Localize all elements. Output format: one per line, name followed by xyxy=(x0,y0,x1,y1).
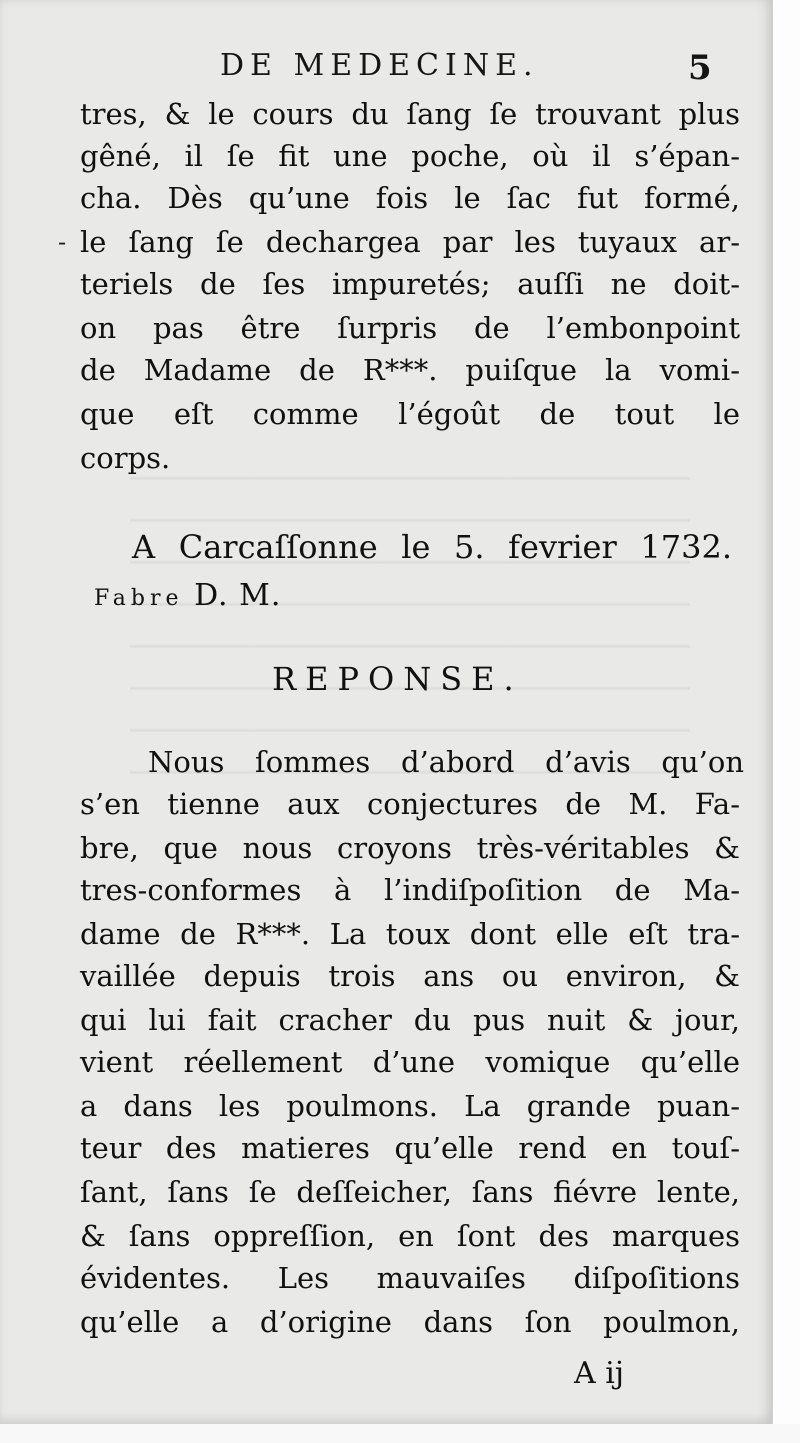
text-line: s’en tienne aux conjectures de M. Fa- xyxy=(80,787,740,821)
text-line: vient réellement d’une vomique qu’elle xyxy=(80,1045,740,1079)
text-line: cha. Dès qu’une fois le ſac fut formé, xyxy=(80,181,740,215)
text-line: évidentes. Les mauvaiſes diſpoſitions xyxy=(80,1261,740,1295)
text-line: teur des matieres qu’elle rend en touſ- xyxy=(80,1131,740,1165)
section-heading: REPONSE. xyxy=(272,660,523,698)
text-line: le ſang ſe dechargea par les tuyaux ar- xyxy=(80,225,740,259)
page-number: 5 xyxy=(688,48,712,88)
text-line: tres-conformes à l’indiſpoſition de Ma- xyxy=(80,873,740,907)
text-line: ſant, ſans ſe deſſeicher, ſans fiévre lente, xyxy=(80,1175,740,1209)
signature-name: Fabre xyxy=(94,586,184,611)
signature-title: D. M. xyxy=(194,578,282,613)
text-line: de Madame de R***. puiſque la vomi- xyxy=(80,353,740,387)
text-line: bre, que nous croyons très-véritables & xyxy=(80,831,740,865)
text-line: gêné, il ſe fit une poche, où il s’épan- xyxy=(80,139,740,173)
running-head: DE MEDECINE. xyxy=(220,48,539,83)
text-line: corps. xyxy=(80,441,171,475)
margin-mark: - xyxy=(58,228,67,256)
page-edge-right xyxy=(772,0,800,1443)
text-line: on pas être ſurpris de l’embonpoint xyxy=(80,311,740,345)
text-line: a dans les poulmons. La grande puan- xyxy=(80,1089,740,1123)
text-line: vaillée depuis trois ans ou environ, & xyxy=(80,959,740,993)
text-line: Nous ſommes d’abord d’avis qu’on xyxy=(148,745,744,779)
catchword: A ij xyxy=(574,1356,625,1391)
text-line: qu’elle a d’origine dans ſon poulmon, xyxy=(80,1305,740,1339)
text-line: que eſt comme l’égoût de tout le xyxy=(80,397,740,431)
dateline: A Carcaſſonne le 5. fevrier 1732. xyxy=(132,528,732,566)
text-line: qui lui fait cracher du pus nuit & jour, xyxy=(80,1003,740,1037)
text-line: teriels de ſes impuretés; auſſi ne doit- xyxy=(80,267,740,301)
text-line: dame de R***. La toux dont elle eſt tra- xyxy=(80,917,740,951)
page-edge-bottom xyxy=(0,1424,800,1443)
text-line: tres, & le cours du ſang ſe trouvant plus xyxy=(80,97,740,131)
text-line: & ſans oppreſſion, en ſont des marques xyxy=(80,1219,740,1253)
signature xyxy=(94,578,281,613)
